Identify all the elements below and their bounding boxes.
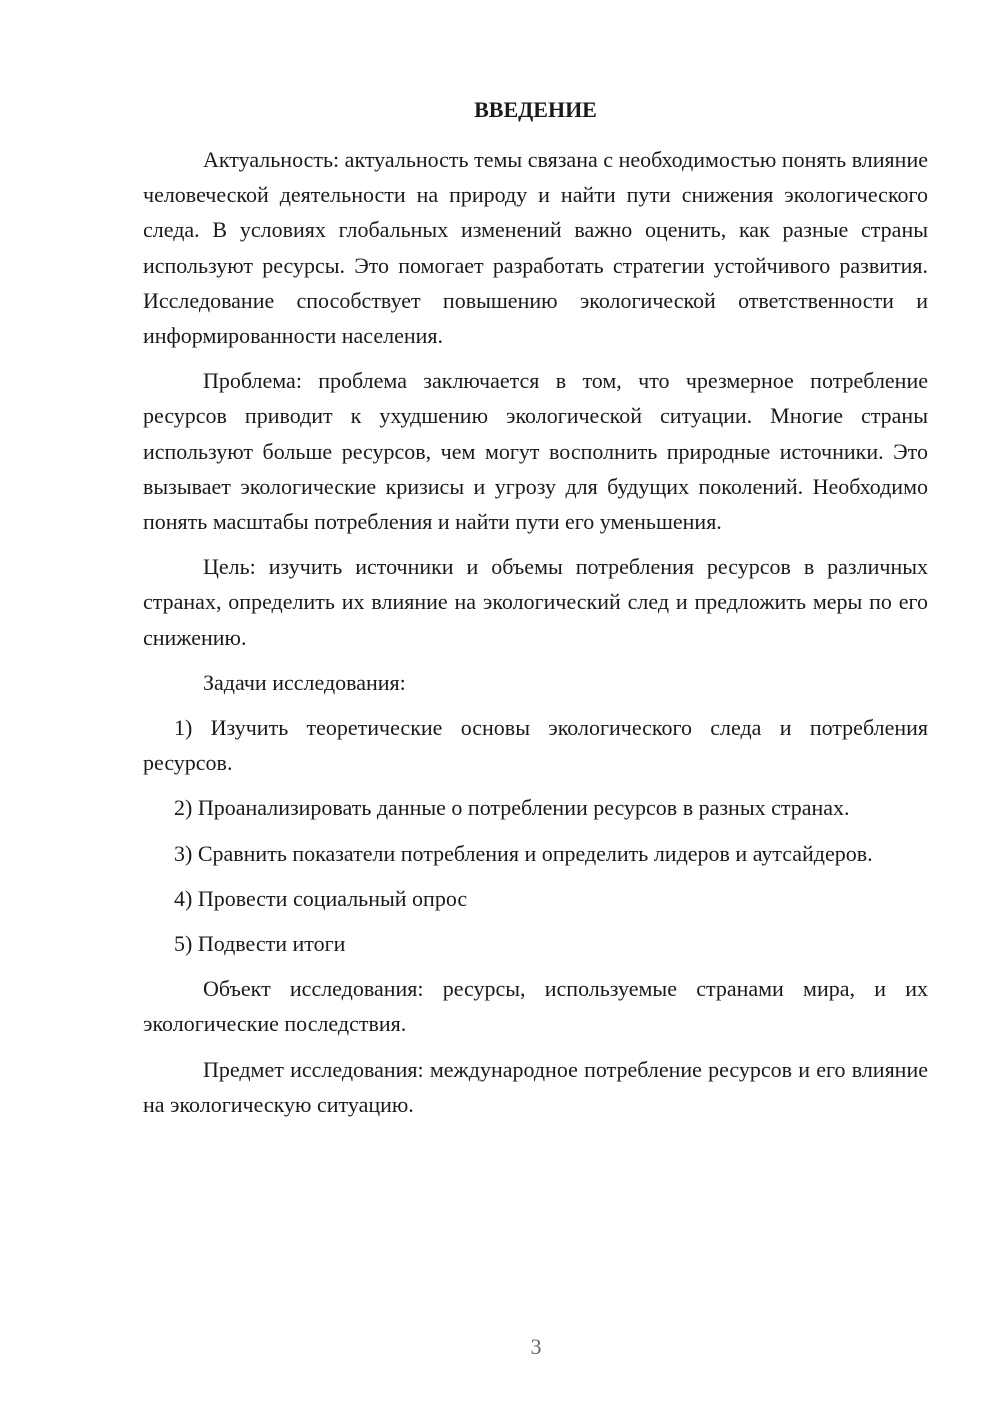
tasks-list	[143, 710, 928, 961]
problem-paragraph: Проблема: проблема заключается в том, что чрезмерное потребление ресурсов приводит к ухудшению экологической ситуации. Многие страны используют больше ресурсов, чем могут восполнить природные источники. Это вызывает экологические кризисы и угрозу для будущих поколений. Необходимо понять масштабы потребления и найти пути его уменьшения.	[143, 368, 928, 535]
task-item-5: 5) Подвести итоги	[174, 931, 346, 957]
goal-paragraph: Цель: изучить источники и объемы потребления ресурсов в различных странах, определить их влияние на экологический след и предложить меры по его снижению.	[143, 554, 928, 650]
object-paragraph: Объект исследования: ресурсы, используемые странами мира, и их экологические последствия.	[143, 976, 928, 1037]
page-title: ВВЕДЕНИЕ	[474, 97, 597, 122]
task-item-4: 4) Провести социальный опрос	[174, 885, 468, 911]
relevance-paragraph: Актуальность: актуальность темы связана с необходимостью понять влияние человеческой деятельности на природу и найти пути снижения экологического следа. В условиях глобальных изменений важно оценить, как разные страны используют ресурсы. Это помогает разработать стратегии устойчивого развития. Исследование способствует повышению экологической ответственности и информированности населения.	[143, 147, 928, 349]
task-item-3: 3) Сравнить показатели потребления и определить лидеров и аутсайдеров.	[174, 840, 873, 866]
document-page	[143, 92, 928, 1132]
subject-paragraph: Предмет исследования: международное потребление ресурсов и его влияние на экологическую ситуацию.	[143, 1056, 928, 1117]
task-item-1: 1) Изучить теоретические основы экологического следа и потребления ресурсов.	[143, 715, 928, 776]
page-number: 3	[530, 1334, 542, 1359]
task-item-2: 2) Проанализировать данные о потреблении ресурсов в разных странах.	[174, 795, 850, 821]
tasks-heading: Задачи исследования:	[203, 669, 406, 695]
